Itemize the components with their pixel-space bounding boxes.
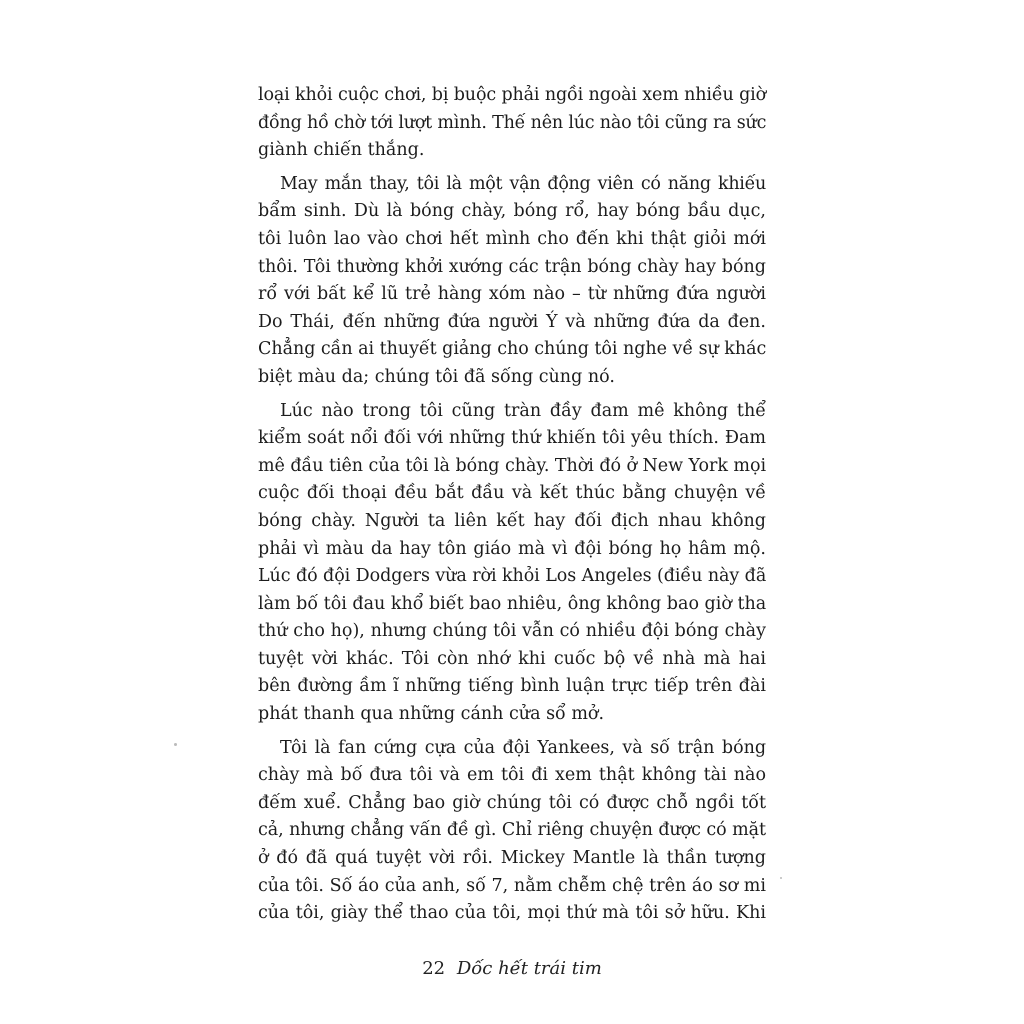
text-line: làm bố tôi đau khổ biết bao nhiêu, ông không bao giờ tha: [258, 593, 767, 614]
text-line: May mắn thay, tôi là một vận động viên có năng khiếu: [280, 173, 766, 194]
text-line: cả, nhưng chẳng vấn đề gì. Chỉ riêng chuyện được có mặt: [258, 820, 766, 841]
text-line: chày mà bố đưa tôi và em tôi đi xem thật không tài nào: [258, 765, 766, 786]
text-line: bóng chày. Người ta liên kết hay đối địch nhau không: [258, 510, 766, 531]
page-footer: [0, 958, 1024, 979]
text-line: tuyệt vời khác. Tôi còn nhớ khi cuốc bộ về nhà mà hai: [258, 648, 766, 669]
text-line: kiểm soát nổi đối với những thứ khiến tôi yêu thích. Đam: [258, 428, 766, 449]
text-line: biệt màu da; chúng tôi đã sống cùng nó.: [258, 366, 615, 387]
speck: [780, 877, 782, 879]
text-line: Lúc nào trong tôi cũng tràn đầy đam mê không thể: [280, 400, 766, 421]
text-line: Tôi là fan cứng cựa của đội Yankees, và số trận bóng: [280, 737, 766, 758]
text-line: thứ cho họ), nhưng chúng tôi vẫn có nhiều đội bóng chày: [258, 621, 766, 642]
text-line: của tôi, giày thể thao của tôi, mọi thứ mà tôi sở hữu. Khi: [258, 903, 766, 924]
text-line: phát thanh qua những cánh cửa sổ mở.: [258, 704, 605, 725]
text-line: phải vì màu da hay tôn giáo mà vì đội bóng họ hâm mộ.: [258, 538, 766, 559]
body-text: [258, 82, 766, 934]
text-line: giành chiến thắng.: [258, 140, 425, 161]
book-title: Dốc hết trái tim: [456, 958, 602, 979]
text-line: của tôi. Số áo của anh, số 7, nằm chễm chệ trên áo sơ mi: [258, 875, 766, 896]
text-line: Do Thái, đến những đứa người Ý và những đứa da đen.: [258, 311, 766, 332]
text-line: bên đường ầm ĩ những tiếng bình luận trực tiếp trên đài: [258, 676, 766, 697]
text-line: thôi. Tôi thường khởi xướng các trận bóng chày hay bóng: [258, 256, 766, 277]
paragraph: [258, 82, 766, 165]
page-number: 22: [422, 958, 446, 979]
paragraph: [258, 735, 766, 928]
text-line: ở đó đã quá tuyệt vời rồi. Mickey Mantle là thần tượng: [258, 848, 766, 869]
text-line: mê đầu tiên của tôi là bóng chày. Thời đó ở New York mọi: [258, 455, 766, 476]
text-line: đếm xuể. Chẳng bao giờ chúng tôi có được chỗ ngồi tốt: [258, 792, 766, 813]
text-line: Lúc đó đội Dodgers vừa rời khỏi Los Angeles (điều này đã: [258, 566, 767, 587]
text-line: Chẳng cần ai thuyết giảng cho chúng tôi nghe về sự khác: [258, 339, 767, 360]
paragraph: [258, 171, 766, 392]
text-line: cuộc đối thoại đều bắt đầu và kết thúc bằng chuyện về: [258, 483, 766, 504]
speck: [174, 743, 177, 746]
text-line: tôi luôn lao vào chơi hết mình cho đến khi thật giỏi mới: [258, 228, 766, 249]
text-line: đồng hồ chờ tới lượt mình. Thế nên lúc nào tôi cũng ra sức: [258, 112, 767, 133]
paragraph: [258, 398, 766, 729]
text-line: bẩm sinh. Dù là bóng chày, bóng rổ, hay bóng bầu dục,: [258, 201, 766, 222]
text-line: rổ với bất kể lũ trẻ hàng xóm nào – từ những đứa người: [258, 284, 766, 305]
text-line: loại khỏi cuộc chơi, bị buộc phải ngồi ngoài xem nhiều giờ: [258, 85, 766, 105]
